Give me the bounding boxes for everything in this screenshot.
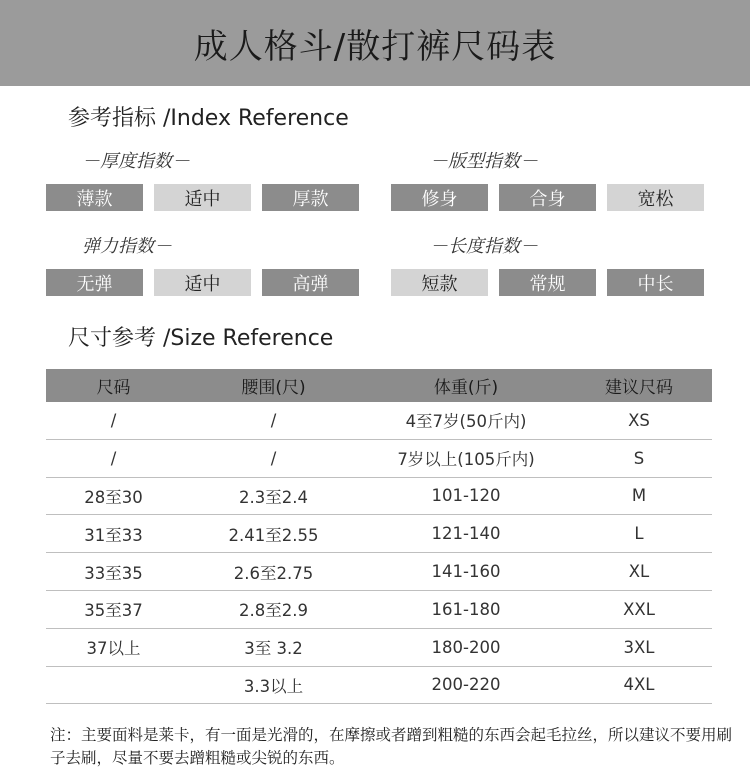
title-banner [0, 0, 750, 86]
table-row [46, 478, 712, 516]
cell-waist: 2.8至2.9 [239, 601, 308, 621]
cell-suggested-size: S [633, 448, 645, 468]
header-waist: 腰围(尺) [241, 378, 306, 398]
header-suggested-size: 建议尺码 [605, 378, 673, 398]
fit-option-regular: 合身 [499, 184, 596, 211]
table-row [46, 591, 712, 629]
elasticity-option-high: 高弹 [262, 269, 359, 296]
elasticity-option-medium: 适中 [154, 269, 251, 296]
cell-size: 35至37 [84, 601, 143, 621]
cell-weight: 101-120 [431, 486, 501, 506]
table-row [46, 515, 712, 553]
fit-index-label: －版型指数－ [430, 151, 538, 172]
cell-waist: 3.3以上 [243, 676, 304, 696]
thickness-index-label: －厚度指数－ [82, 151, 190, 172]
table-row [46, 402, 712, 440]
cell-size: 28至30 [84, 487, 143, 507]
cell-weight: 180-200 [431, 637, 501, 657]
cell-waist: 2.3至2.4 [239, 487, 308, 507]
cell-weight: 161-180 [431, 599, 501, 619]
length-option-short: 短款 [391, 269, 488, 296]
table-row [46, 553, 712, 591]
cell-weight: 200-220 [431, 675, 501, 695]
cell-waist: / [270, 448, 277, 468]
table-header-row [46, 369, 712, 402]
cell-suggested-size: M [631, 486, 647, 506]
thickness-option-medium: 适中 [154, 184, 251, 211]
page-title: 成人格斗/散打裤尺码表 [193, 26, 557, 67]
cell-suggested-size: L [634, 524, 644, 544]
fit-option-slim: 修身 [391, 184, 488, 211]
cell-waist: / [270, 410, 277, 430]
thickness-option-thin: 薄款 [46, 184, 143, 211]
cell-size: / [110, 410, 117, 430]
cell-waist: 3至 3.2 [244, 639, 303, 659]
size-reference-title: 尺寸参考 /Size Reference [68, 326, 334, 351]
thickness-option-thick: 厚款 [262, 184, 359, 211]
table-row [46, 667, 712, 705]
length-option-mid-long: 中长 [607, 269, 704, 296]
cell-suggested-size: XL [628, 562, 650, 582]
elasticity-option-none: 无弹 [46, 269, 143, 296]
length-option-regular: 常规 [499, 269, 596, 296]
index-reference-title: 参考指标 /Index Reference [68, 106, 349, 131]
size-table [46, 369, 712, 704]
elasticity-index-label: 弹力指数－ [82, 236, 172, 257]
cell-size: 37以上 [86, 639, 141, 659]
cell-size: 31至33 [84, 525, 143, 545]
cell-suggested-size: 3XL [623, 637, 655, 657]
care-note: 注：主要面料是莱卡，有一面是光滑的，在摩擦或者蹭到粗糙的东西会起毛拉丝，所以建议不要用刷子去刷，尽量不要去蹭粗糙或尖锐的东西。 [50, 726, 733, 767]
table-row [46, 629, 712, 667]
cell-suggested-size: 4XL [623, 675, 655, 695]
table-row [46, 440, 712, 478]
cell-size: / [110, 448, 117, 468]
cell-weight: 121-140 [431, 524, 501, 544]
cell-waist: 2.41至2.55 [228, 525, 319, 545]
cell-suggested-size: XXL [623, 599, 655, 619]
cell-weight: 4至7岁(50斤内) [405, 412, 527, 432]
fit-option-loose: 宽松 [607, 184, 704, 211]
cell-weight: 141-160 [431, 562, 501, 582]
header-size: 尺码 [96, 378, 131, 398]
cell-suggested-size: XS [628, 410, 650, 430]
length-index-label: －长度指数－ [430, 236, 538, 257]
cell-size: 33至35 [84, 563, 143, 583]
header-weight: 体重(斤) [433, 378, 499, 398]
cell-waist: 2.6至2.75 [233, 563, 314, 583]
cell-weight: 7岁以上(105斤内) [397, 450, 535, 470]
